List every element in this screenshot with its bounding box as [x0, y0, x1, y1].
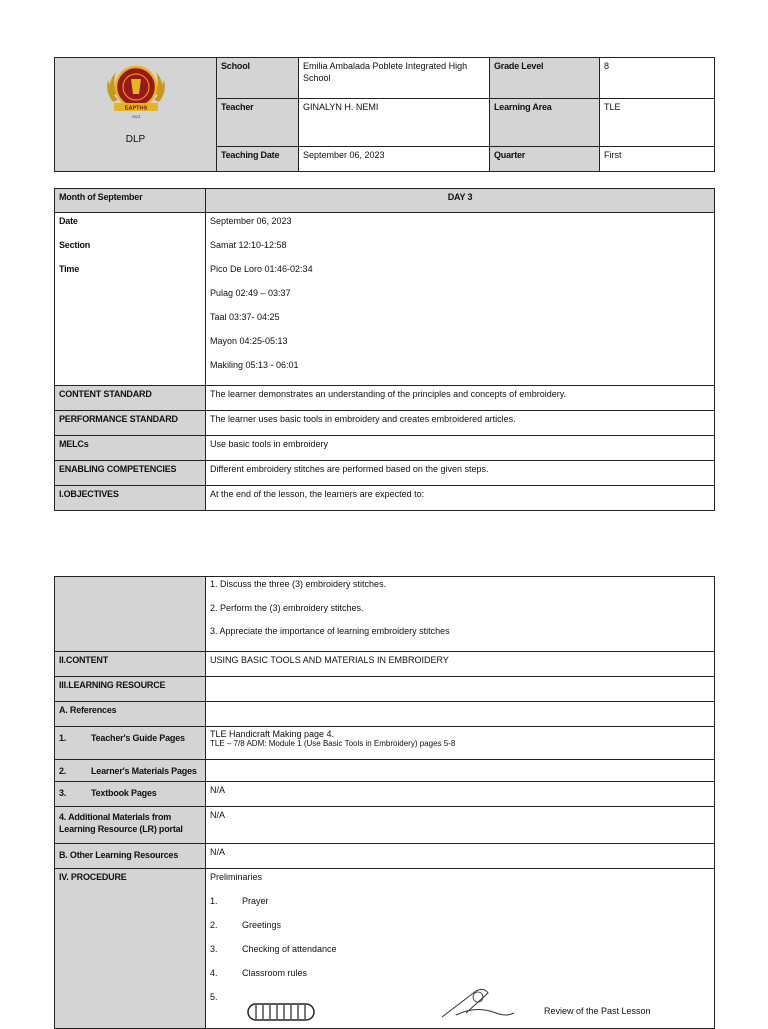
- needle-thread-icon: [436, 985, 516, 1021]
- learners-materials-value: [206, 759, 715, 781]
- month-label: Month of September: [55, 189, 206, 213]
- schedule-values: [206, 213, 715, 386]
- resource-value: [206, 676, 715, 701]
- day-label: DAY 3: [206, 189, 715, 213]
- dlp-label: DLP: [125, 134, 146, 145]
- objective-item: 1. Discuss the three (3) embroidery stitches.: [210, 579, 387, 589]
- objective-item: 3. Appreciate the importance of learning embroidery stitches: [210, 626, 450, 636]
- schedule-item: September 06, 2023: [210, 216, 292, 226]
- schedule-item: Samat 12:10-12:58: [210, 240, 287, 250]
- performance-standard-label: PERFORMANCE STANDARD: [55, 411, 206, 436]
- schedule-item: Taal 03:37- 04:25: [210, 312, 280, 322]
- school-label: School: [217, 58, 299, 99]
- teachers-guide-text: Teacher's Guide Pages: [91, 732, 185, 743]
- svg-text:2023: 2023: [131, 115, 140, 119]
- step-num: 1.: [210, 895, 218, 906]
- learners-materials-num: 2.: [59, 765, 67, 776]
- step-text: Classroom rules: [242, 967, 308, 978]
- performance-standard-value: The learner uses basic tools in embroidery and creates embroidered articles.: [206, 411, 715, 436]
- teacher-label: Teacher: [217, 99, 299, 147]
- content-label: II.CONTENT: [55, 651, 206, 676]
- area-value: TLE: [600, 99, 715, 147]
- additional-materials-label: 4. Additional Materials from Learning Resource (LR) portal: [55, 806, 206, 843]
- tg-line-2: TLE – 7/8 ADM: Module 1 (Use Basic Tools in Embroidery) pages 5-8: [210, 738, 456, 748]
- seal-text: EAPTHS: [124, 105, 147, 112]
- schedule-item: Pico De Loro 01:46-02:34: [210, 264, 313, 274]
- enabling-label: ENABLING COMPETENCIES: [55, 461, 206, 486]
- schedule-item: Pulag 02:49 – 03:37: [210, 288, 291, 298]
- procedure-step: [210, 919, 710, 943]
- procedure-step: [210, 943, 710, 967]
- embroidery-hoop-icon: [246, 1001, 316, 1023]
- step-num: 4.: [210, 967, 218, 978]
- content-standard-value: The learner demonstrates an understanding of the principles and concepts of embroidery.: [206, 386, 715, 411]
- teachers-guide-value: [206, 726, 715, 759]
- content-standard-label: CONTENT STANDARD: [55, 386, 206, 411]
- review-label: Review of the Past Lesson: [544, 1005, 651, 1016]
- quarter-value: First: [600, 147, 715, 172]
- references-value: [206, 701, 715, 726]
- school-seal-icon: [101, 62, 171, 124]
- school-value: Emilia Ambalada Poblete Integrated High School: [299, 58, 490, 99]
- time-row-label: Time: [59, 264, 80, 274]
- content-value: USING BASIC TOOLS AND MATERIALS IN EMBROIDERY: [206, 651, 715, 676]
- objectives-label: I.OBJECTIVES: [55, 486, 206, 511]
- melcs-value: Use basic tools in embroidery: [206, 436, 715, 461]
- other-resources-value: N/A: [206, 843, 715, 868]
- section-row-label: Section: [59, 240, 91, 250]
- step-num: 2.: [210, 919, 218, 930]
- references-label: A. References: [55, 701, 206, 726]
- textbook-label: [55, 781, 206, 806]
- melcs-label: MELCs: [55, 436, 206, 461]
- grade-value: 8: [600, 58, 715, 99]
- textbook-value: N/A: [206, 781, 715, 806]
- schedule-item: Mayon 04:25-05:13: [210, 336, 288, 346]
- objectives-value: At the end of the lesson, the learners are expected to:: [206, 486, 715, 511]
- step-text: Prayer: [242, 895, 269, 906]
- step-text: Checking of attendance: [242, 943, 337, 954]
- learners-materials-label: [55, 759, 206, 781]
- schedule-table: [54, 188, 715, 511]
- step-num: 5.: [210, 991, 218, 1002]
- resource-label: III.LEARNING RESOURCE: [55, 676, 206, 701]
- teachers-guide-num: 1.: [59, 732, 67, 743]
- schedule-item: Makiling 05:13 - 06:01: [210, 360, 299, 370]
- textbook-num: 3.: [59, 787, 67, 798]
- objective-item: 2. Perform the (3) embroidery stitches.: [210, 602, 364, 613]
- additional-materials-value: N/A: [206, 806, 715, 843]
- header-table: [54, 57, 715, 172]
- teacher-value: GINALYN H. NEMI: [299, 99, 490, 147]
- date-label: Teaching Date: [217, 147, 299, 172]
- learners-materials-text: Learner's Materials Pages: [91, 765, 197, 776]
- procedure-label: IV. PROCEDURE: [55, 868, 206, 1028]
- step-num: 3.: [210, 943, 218, 954]
- textbook-text: Textbook Pages: [91, 787, 157, 798]
- teachers-guide-label: [55, 726, 206, 759]
- procedure-value: [206, 868, 715, 1028]
- schedule-labels: [55, 213, 206, 386]
- area-label: Learning Area: [490, 99, 600, 147]
- tg-line-1: TLE Handicraft Making page 4.: [210, 728, 335, 739]
- other-resources-label: B. Other Learning Resources: [55, 843, 206, 868]
- date-row-label: Date: [59, 216, 78, 226]
- date-value: September 06, 2023: [299, 147, 490, 172]
- preliminaries: Preliminaries: [210, 871, 263, 882]
- enabling-value: Different embroidery stitches are performed based on the given steps.: [206, 461, 715, 486]
- logo-cell: [55, 58, 217, 172]
- objective-list: [206, 577, 715, 652]
- objectives-blank-cell: [55, 577, 206, 652]
- quarter-label: Quarter: [490, 147, 600, 172]
- lesson-table: [54, 576, 715, 1029]
- grade-label: Grade Level: [490, 58, 600, 99]
- step-text: Greetings: [242, 919, 282, 930]
- procedure-step: [210, 895, 710, 919]
